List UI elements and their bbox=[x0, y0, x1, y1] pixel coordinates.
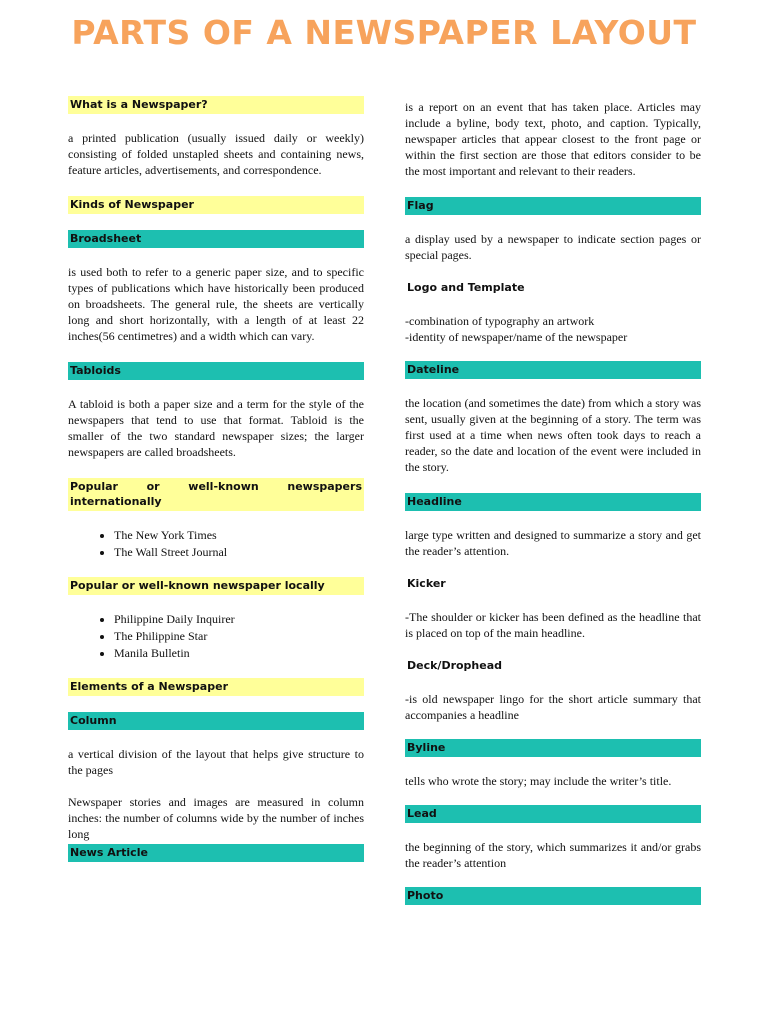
byline-text: tells who wrote the story; may include the writer’s title. bbox=[405, 774, 672, 788]
logo-template-text-1: -combination of typography an artwork bbox=[405, 314, 595, 328]
list-item: • The Wall Street Journal bbox=[114, 544, 364, 561]
column-text-2: Newspaper stories and images are measured in column inches: the number of columns wide by the number of inches long bbox=[68, 795, 364, 841]
deck-drophead-text: -is old newspaper lingo for the short article summary that accompanies a headline bbox=[405, 692, 701, 722]
lead-heading: Lead bbox=[405, 805, 701, 823]
kicker-text: -The shoulder or kicker has been defined as the headline that is placed on top of the main headline. bbox=[405, 610, 701, 640]
list-item: • Philippine Daily Inquirer bbox=[114, 611, 364, 628]
what-is-newspaper-text: a printed publication (usually issued daily or weekly) consisting of folded unstapled sheets and containing news, feature articles, advertisements, and correspondence. bbox=[68, 131, 364, 177]
dateline-heading: Dateline bbox=[405, 361, 701, 379]
flag-heading: Flag bbox=[405, 197, 701, 215]
international-list bbox=[68, 527, 364, 561]
list-item: • The New York Times bbox=[114, 527, 364, 544]
local-list bbox=[68, 611, 364, 662]
lead-text: the beginning of the story, which summarizes it and/or grabs the reader’s attention bbox=[405, 840, 701, 870]
headline-heading: Headline bbox=[405, 493, 701, 511]
page-title: PARTS OF A NEWSPAPER LAYOUT bbox=[71, 13, 697, 52]
flag-text: a display used by a newspaper to indicate section pages or special pages. bbox=[405, 232, 701, 262]
broadsheet-text: is used both to refer to a generic paper size, and to specific types of publications which have historically been produced on broadsheets. The general rule, the sheets are vertically long and short horizontally, with a length of at least 22 inches(56 centimetres) and a width which can vary. bbox=[68, 265, 364, 343]
right-column bbox=[405, 96, 701, 905]
column-text-1: a vertical division of the layout that helps give structure to the pages bbox=[68, 747, 364, 777]
international-heading: Popular or well-known newspapers internationally bbox=[68, 478, 364, 511]
elements-heading: Elements of a Newspaper bbox=[68, 678, 364, 696]
news-article-text: is a report on an event that has taken place. Articles may include a byline, body text, photo, and caption. Typically, newspaper articles that appear closest to the front page or within the first section are those that editors consider to be the most important and relevant to their readers. bbox=[405, 100, 701, 178]
tabloids-heading: Tabloids bbox=[68, 362, 364, 380]
list-item: • Manila Bulletin bbox=[114, 645, 364, 662]
photo-heading: Photo bbox=[405, 887, 701, 905]
headline-text: large type written and designed to summarize a story and get the reader’s attention. bbox=[405, 528, 701, 558]
left-column bbox=[68, 96, 364, 862]
byline-heading: Byline bbox=[405, 739, 701, 757]
what-is-newspaper-heading: What is a Newspaper? bbox=[68, 96, 364, 114]
broadsheet-heading: Broadsheet bbox=[68, 230, 364, 248]
tabloids-text: A tabloid is both a paper size and a term for the style of the newspapers that tend to use that format. Tabloid is the smaller of the two standard newspaper sizes; the larger newspapers are called broadsheets. bbox=[68, 397, 364, 459]
logo-template-heading: Logo and Template bbox=[407, 281, 525, 294]
list-item: • The Philippine Star bbox=[114, 628, 364, 645]
logo-template-text-2: -identity of newspaper/name of the newspaper bbox=[405, 330, 628, 344]
kinds-heading: Kinds of Newspaper bbox=[68, 196, 364, 214]
local-heading: Popular or well-known newspaper locally bbox=[68, 577, 364, 595]
deck-drophead-heading: Deck/Drophead bbox=[407, 659, 503, 672]
news-article-heading: News Article bbox=[68, 844, 364, 862]
kicker-heading: Kicker bbox=[407, 577, 446, 590]
dateline-text: the location (and sometimes the date) from which a story was sent, usually given at the beginning of a story. The term was first used at a time when news often took days to reach a reader, so the date and location of the event were included in the story. bbox=[405, 396, 701, 474]
column-heading: Column bbox=[68, 712, 364, 730]
